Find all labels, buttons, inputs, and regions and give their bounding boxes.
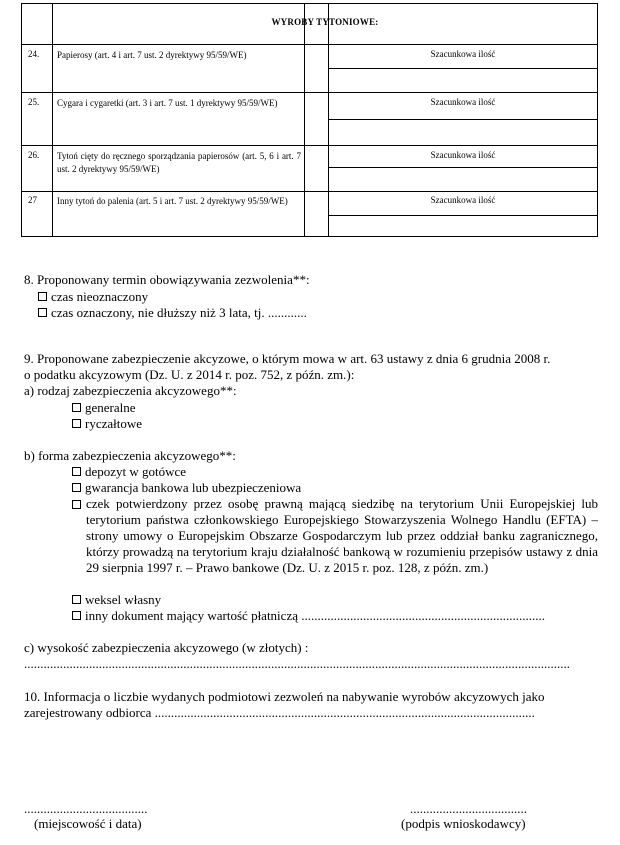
section-8-title: 8. Proponowany termin obowiązywania zezwolenia**: (24, 272, 310, 287)
section-9c-title: c) wysokość zabezpieczenia akcyzowego (w złotych) : (24, 640, 309, 655)
checkbox-icon[interactable] (72, 419, 81, 428)
tobacco-products-table (21, 3, 598, 237)
row-number: 25. (28, 97, 40, 107)
row-quantity-label: Szacunkowa ilość (430, 195, 496, 205)
table-col-divider (304, 4, 305, 236)
place-date-label: (miejscowość i data) (34, 816, 142, 831)
table-row-divider (328, 119, 597, 120)
section-9a-title: a) rodzaj zabezpieczenia akcyzowego**: (24, 383, 237, 398)
option-bank-guarantee[interactable]: gwarancja bankowa lub ubezpieczeniowa (72, 480, 301, 496)
option-certified-cheque[interactable]: czek potwierdzony przez osobę prawną mającą siedzibę na terytorium Unii Europejskiej lub terytorium państwa członkowskiego Europejskiego Stowarzyszenia Wolnego Handlu (EFTA) – strony umowy o Europejskim Obszarze Gospodarczym lub przez oddział banku zagranicznego, którzy prowadzą na terytorium kraju działalność bankową w rozumieniu przepisów ustawy z dnia 29 sierpnia 1997 r. – Prawo bankowe (Dz. U. z 2015 r. poz. 128, z późn. zm.) (86, 496, 598, 575)
option-fixed-term[interactable]: czas oznaczony, nie dłuższy niż 3 lata, tj. ............ (38, 305, 307, 321)
checkbox-icon[interactable] (72, 595, 81, 604)
table-row-divider (22, 44, 597, 45)
row-description: Cygara i cygaretki (art. 3 i art. 7 ust. 1 dyrektywy 95/59/WE) (57, 98, 278, 108)
section-9-title-line1: 9. Proponowane zabezpieczenie akcyzowe, o którym mowa w art. 63 ustawy z dnia 6 grudnia 2008 r. (24, 351, 551, 366)
checkbox-icon[interactable] (38, 292, 47, 301)
signature-field[interactable]: .................................... (410, 801, 527, 816)
table-row-divider (22, 191, 597, 192)
option-general[interactable]: generalne (72, 400, 136, 416)
checkbox-icon[interactable] (72, 403, 81, 412)
signature-label: (podpis wnioskodawcy) (401, 816, 526, 831)
section-10-line2[interactable]: zarejestrowany odbiorca ..................................................................................................................... (24, 705, 535, 720)
row-number: 26. (28, 150, 40, 160)
table-row-divider (328, 215, 597, 216)
section-9b-title: b) forma zabezpieczenia akcyzowego**: (24, 448, 236, 463)
row-quantity-label: Szacunkowa ilość (430, 150, 496, 160)
option-cash-deposit[interactable]: depozyt w gotówce (72, 464, 186, 480)
row-description: Tytoń cięty do ręcznego sporządzania papierosów (art. 5, 6 i art. 7 ust. 2 dyrektywy 95/59/WE) (57, 151, 301, 174)
table-row-divider (328, 167, 597, 168)
table-row-divider (328, 68, 597, 69)
row-quantity-label: Szacunkowa ilość (430, 49, 496, 59)
checkbox-icon[interactable] (72, 467, 81, 476)
option-other-document[interactable]: inny dokument mający wartość płatniczą ........................................................................... (72, 608, 545, 624)
place-date-field[interactable]: ...................................... (24, 801, 148, 816)
row-description: Papierosy (art. 4 i art. 7 ust. 2 dyrektywy 95/59/WE) (57, 50, 247, 60)
option-own-promissory-note[interactable]: weksel własny (72, 592, 161, 608)
checkbox-icon[interactable] (72, 500, 81, 509)
table-row-divider (22, 145, 597, 146)
table-row-divider (22, 92, 597, 93)
section-10-line1: 10. Informacja o liczbie wydanych podmiotowi zezwoleń na nabywanie wyrobów akcyzowych jako (24, 689, 545, 704)
option-indefinite[interactable]: czas nieoznaczony (38, 289, 148, 305)
amount-field[interactable]: ........................................................................................................................................................................ (24, 656, 570, 671)
checkbox-icon[interactable] (38, 308, 47, 317)
row-number: 24. (28, 49, 40, 59)
table-col-divider (52, 4, 53, 236)
row-quantity-label: Szacunkowa ilość (430, 97, 496, 107)
checkbox-icon[interactable] (72, 483, 81, 492)
table-header: WYROBY TYTONIOWE: (271, 17, 379, 27)
checkbox-icon[interactable] (72, 611, 81, 620)
row-number: 27 (28, 195, 37, 205)
row-description: Inny tytoń do palenia (art. 5 i art. 7 ust. 2 dyrektywy 95/59/WE) (57, 196, 288, 206)
option-lump-sum[interactable]: ryczałtowe (72, 416, 142, 432)
section-9-title-line2: o podatku akcyzowym (Dz. U. z 2014 r. poz. 752, z późn. zm.): (24, 367, 355, 382)
